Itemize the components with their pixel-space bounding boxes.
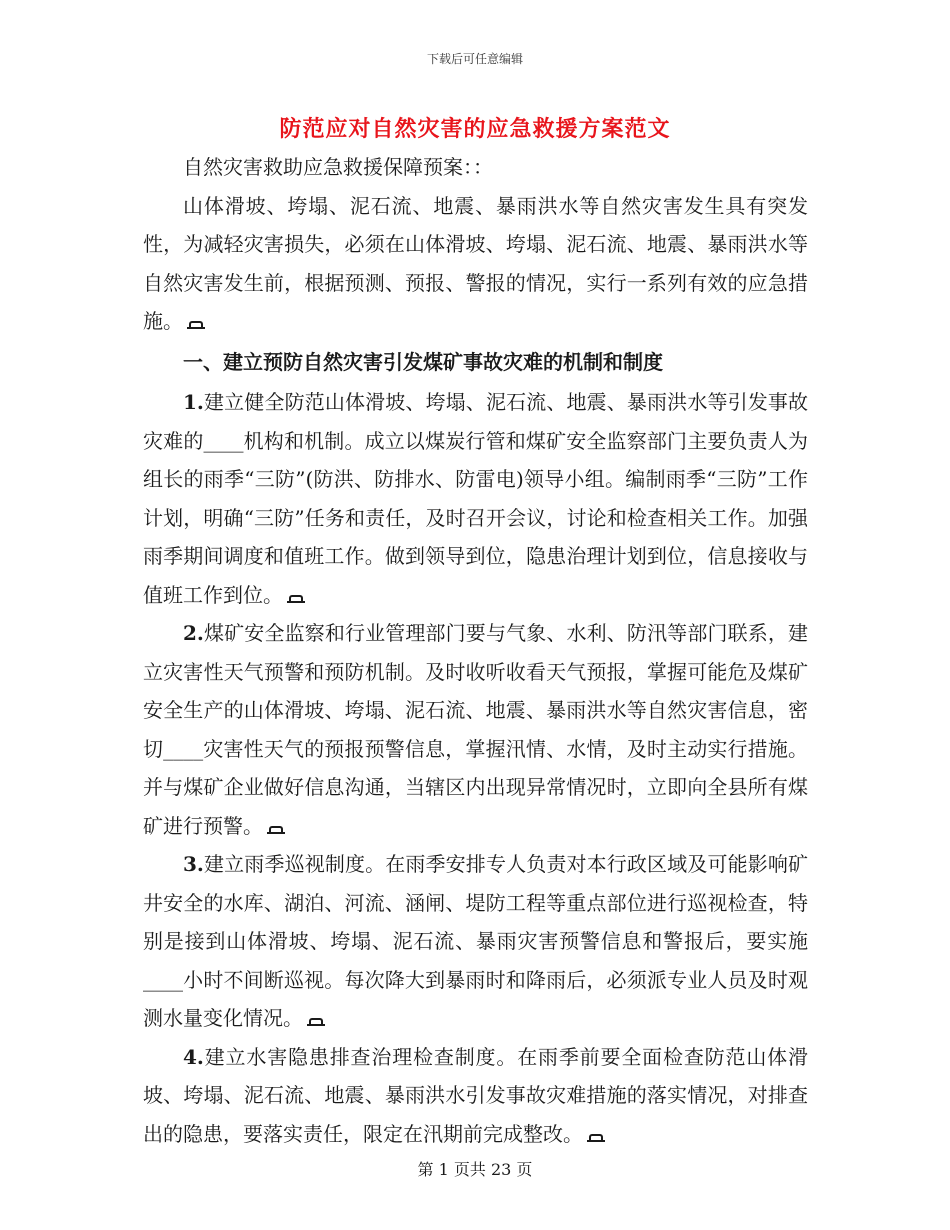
item-text: 建立雨季巡视制度。在雨季安排专人负责对本行政区域及可能影响矿井安全的水库、湖泊、河流、涵闸、堤防工程等重点部位进行巡视检查，特别是接到山体滑坡、垮塌、泥石流、暴雨灾害预警信息和警报后，要实施____小时不间断巡视。每次降大到暴雨时和降雨后，必须派专业人员及时观测水量变化情况。 <box>143 852 808 1030</box>
document-title: 防范应对自然灾害的应急救援方案范文 <box>279 116 671 142</box>
item-paragraph-3 <box>143 845 808 1038</box>
subtitle: 自然灾害救助应急救援保障预案：： <box>183 155 493 179</box>
item-paragraph-1 <box>143 383 808 614</box>
paragraph-mark-icon <box>267 826 285 834</box>
item-number: 2. <box>183 621 204 645</box>
paragraph-mark-icon <box>187 321 205 329</box>
page-header: 下载后可任意编辑 <box>426 52 523 66</box>
paragraph-mark-icon <box>587 1134 605 1142</box>
section-heading: 一、建立预防自然灾害引发煤矿事故灾难的机制和制度 <box>183 349 663 374</box>
item-paragraph-4 <box>143 1038 808 1154</box>
paragraph-mark-icon <box>307 1018 325 1026</box>
item-number: 4. <box>183 1044 204 1069</box>
item-number: 1. <box>183 390 204 414</box>
page-footer: 第 1 页共 23 页 <box>417 1160 533 1179</box>
item-number: 3. <box>183 852 204 876</box>
item-text: 煤矿安全监察和行业管理部门要与气象、水利、防汛等部门联系，建立灾害性天气预警和预防机制。及时收听收看天气预报，掌握可能危及煤矿安全生产的山体滑坡、垮塌、泥石流、地震、暴雨洪水等自然灾害信息，密切____灾害性天气的预报预警信息，掌握汛情、水情，及时主动实行措施。并与煤矿企业做好信息沟通，当辖区内出现异常情况时，立即向全县所有煤矿进行预警。 <box>143 621 808 838</box>
item-text: 建立水害隐患排查治理检查制度。在雨季前要全面检查防范山体滑坡、垮塌、泥石流、地震、暴雨洪水引发事故灾难措施的落实情况，对排查出的隐患，要落实责任，限定在汛期前完成整改。 <box>143 1044 808 1146</box>
item-paragraph-2 <box>143 614 808 845</box>
item-text: 建立健全防范山体滑坡、垮塌、泥石流、地震、暴雨洪水等引发事故灾难的____机构和机制。成立以煤炭行管和煤矿安全监察部门主要负责人为组长的雨季“三防”(防洪、防排水、防雷电)领导小组。编制雨季“三防”工作计划，明确“三防”任务和责任，及时召开会议，讨论和检查相关工作。加强雨季期间调度和值班工作。做到领导到位，隐患治理计划到位，信息接收与值班工作到位。 <box>143 390 808 607</box>
intro-paragraph: 山体滑坡、垮塌、泥石流、地震、暴雨洪水等自然灾害发生具有突发性，为减轻灾害损失，必须在山体滑坡、垮塌、泥石流、地震、暴雨洪水等自然灾害发生前，根据预测、预报、警报的情况，实行一系列有效的应急措施。 <box>143 193 808 333</box>
document-body <box>143 148 808 1153</box>
paragraph-mark-icon <box>287 595 305 603</box>
